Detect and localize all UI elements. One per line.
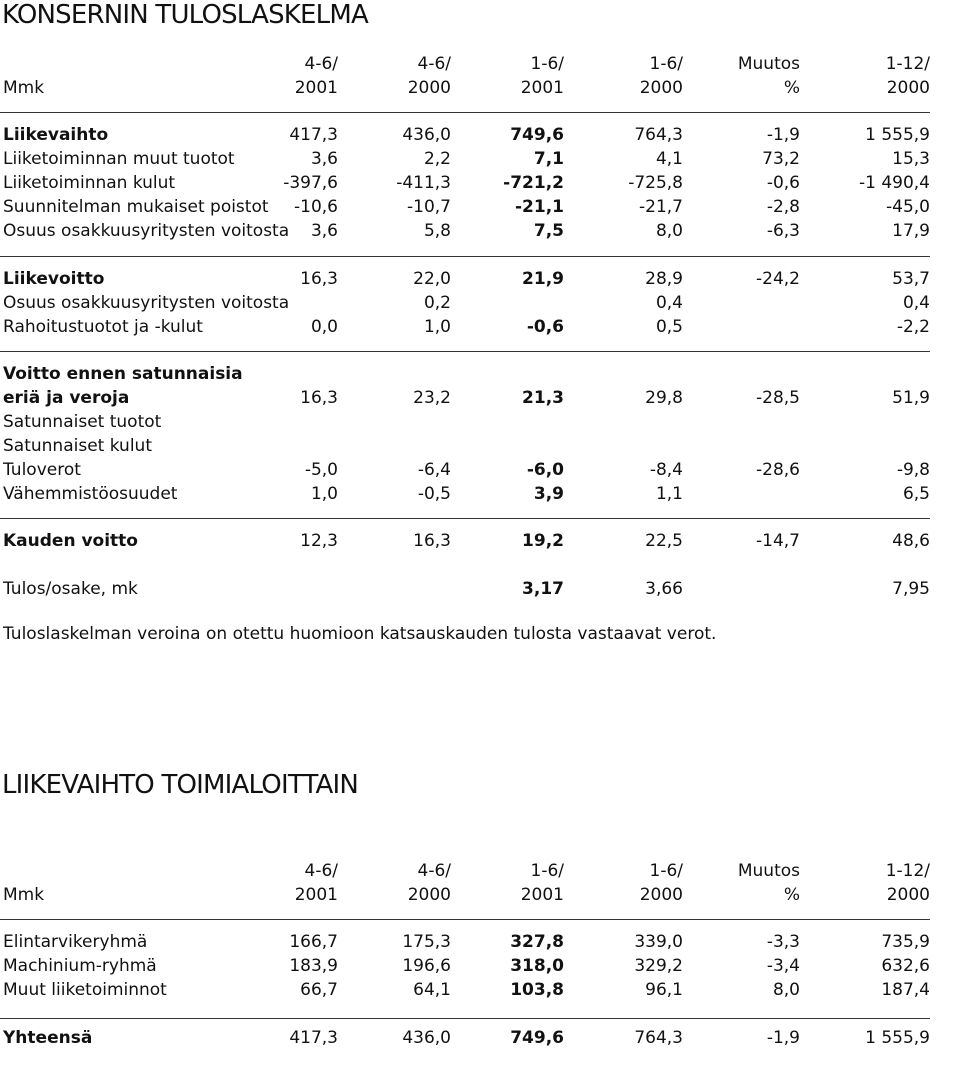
table-cell: 53,7 — [892, 269, 930, 289]
table-cell: -2,2 — [896, 317, 930, 337]
income-row — [0, 530, 930, 552]
table-cell: 8,0 — [772, 980, 800, 1000]
table-cell: 8,0 — [655, 221, 683, 241]
table-cell: -0,6 — [526, 317, 564, 337]
divider-line — [0, 112, 930, 113]
table-cell: -6,4 — [417, 460, 451, 480]
row-label: eriä ja veroja — [3, 388, 130, 408]
income-title: KONSERNIN TULOSLASKELMA — [2, 0, 368, 30]
table-cell: 764,3 — [634, 125, 683, 145]
table-cell: 183,9 — [289, 956, 338, 976]
table-cell: 73,2 — [762, 149, 800, 169]
column-header: 2000 — [639, 78, 683, 98]
division-title: LIIKEVAIHTO TOIMIALOITTAIN — [2, 770, 359, 800]
row-label: Liiketoiminnan muut tuotot — [3, 149, 235, 169]
table-cell: 21,9 — [522, 269, 564, 289]
column-header: 2000 — [886, 78, 930, 98]
division-header-row — [0, 884, 930, 906]
income-row — [0, 316, 930, 338]
column-header: 2000 — [639, 885, 683, 905]
table-cell: -2,8 — [766, 197, 800, 217]
table-cell: 1,0 — [310, 484, 338, 504]
table-cell: -5,0 — [304, 460, 338, 480]
row-label: Voitto ennen satunnaisia — [3, 364, 243, 384]
footnote: Tuloslaskelman veroina on otettu huomioon katsauskauden tulosta vastaavat verot. — [3, 624, 717, 644]
income-header-row — [0, 77, 930, 99]
table-cell: 0,4 — [902, 293, 930, 313]
column-header: % — [783, 885, 800, 905]
header-label: Mmk — [3, 78, 45, 98]
table-cell: -28,6 — [756, 460, 800, 480]
row-label: Vähemmistöosuudet — [3, 484, 178, 504]
table-cell: 64,1 — [413, 980, 451, 1000]
table-cell: -9,8 — [896, 460, 930, 480]
column-header: 2000 — [407, 78, 451, 98]
table-cell: 764,3 — [634, 1028, 683, 1048]
column-header: 1-6/ — [530, 54, 564, 74]
table-cell: -6,3 — [766, 221, 800, 241]
column-header: 4-6/ — [417, 54, 451, 74]
column-header: 2000 — [886, 885, 930, 905]
column-header: 2001 — [520, 78, 564, 98]
column-header: 4-6/ — [304, 861, 338, 881]
division-row — [0, 955, 930, 977]
table-cell: 175,3 — [402, 932, 451, 952]
table-cell: -21,7 — [639, 197, 683, 217]
column-header: 1-6/ — [530, 861, 564, 881]
table-cell: 19,2 — [522, 531, 564, 551]
table-cell: -3,4 — [766, 956, 800, 976]
row-label: Osuus osakkuusyritysten voitosta — [3, 221, 290, 241]
column-header: % — [783, 78, 800, 98]
column-header: 4-6/ — [304, 54, 338, 74]
table-cell: 16,3 — [413, 531, 451, 551]
table-cell: -6,0 — [526, 460, 564, 480]
income-row — [0, 220, 930, 242]
table-cell: 96,1 — [645, 980, 683, 1000]
table-cell: 28,9 — [645, 269, 683, 289]
header-label: Mmk — [3, 885, 45, 905]
income-row — [0, 363, 930, 385]
table-cell: 166,7 — [289, 932, 338, 952]
table-cell: -24,2 — [756, 269, 800, 289]
income-row — [0, 578, 930, 600]
column-header: 1-12/ — [885, 861, 930, 881]
table-cell: 327,8 — [510, 932, 564, 952]
table-cell: 66,7 — [300, 980, 338, 1000]
column-header: 2001 — [294, 885, 338, 905]
table-cell: 51,9 — [892, 388, 930, 408]
table-cell: 3,9 — [533, 484, 564, 504]
table-cell: 16,3 — [300, 269, 338, 289]
table-cell: 196,6 — [402, 956, 451, 976]
income-row — [0, 483, 930, 505]
table-cell: 29,8 — [645, 388, 683, 408]
column-header: 2001 — [294, 78, 338, 98]
table-cell: 329,2 — [634, 956, 683, 976]
table-cell: -10,7 — [407, 197, 451, 217]
table-cell: -1 490,4 — [858, 173, 930, 193]
income-row — [0, 292, 930, 314]
table-cell: 436,0 — [402, 125, 451, 145]
row-label: Tulos/osake, mk — [3, 579, 138, 599]
table-cell: 1,0 — [423, 317, 451, 337]
divider-line — [0, 518, 930, 519]
division-header-row — [0, 860, 930, 882]
row-label: Elintarvikeryhmä — [3, 932, 148, 952]
table-cell: 1,1 — [655, 484, 683, 504]
divider-line — [0, 1018, 930, 1019]
income-row — [0, 196, 930, 218]
table-cell: 417,3 — [289, 125, 338, 145]
income-row — [0, 411, 930, 433]
table-cell: 22,5 — [645, 531, 683, 551]
table-cell: 7,5 — [533, 221, 564, 241]
table-cell: 103,8 — [510, 980, 564, 1000]
division-row — [0, 931, 930, 953]
table-cell: 3,17 — [522, 579, 564, 599]
income-row — [0, 268, 930, 290]
table-cell: 21,3 — [522, 388, 564, 408]
row-label: Liikevaihto — [3, 125, 109, 145]
row-label: Satunnaiset tuotot — [3, 412, 162, 432]
table-cell: 0,0 — [310, 317, 338, 337]
table-cell: 749,6 — [510, 125, 564, 145]
table-cell: 1 555,9 — [865, 125, 930, 145]
table-cell: 417,3 — [289, 1028, 338, 1048]
divider-line — [0, 351, 930, 352]
row-label: Machinium-ryhmä — [3, 956, 157, 976]
table-cell: -411,3 — [396, 173, 451, 193]
income-row — [0, 459, 930, 481]
table-cell: 48,6 — [892, 531, 930, 551]
column-header: 1-6/ — [649, 861, 683, 881]
division-row — [0, 979, 930, 1001]
row-label: Suunnitelman mukaiset poistot — [3, 197, 269, 217]
table-cell: 749,6 — [510, 1028, 564, 1048]
table-cell: 2,2 — [423, 149, 451, 169]
table-cell: 6,5 — [902, 484, 930, 504]
income-row — [0, 124, 930, 146]
table-cell: 16,3 — [300, 388, 338, 408]
table-cell: -10,6 — [294, 197, 338, 217]
table-cell: 1 555,9 — [865, 1028, 930, 1048]
table-cell: 22,0 — [413, 269, 451, 289]
table-cell: -45,0 — [886, 197, 930, 217]
table-cell: 17,9 — [892, 221, 930, 241]
table-cell: -1,9 — [766, 1028, 800, 1048]
table-cell: -14,7 — [756, 531, 800, 551]
row-label: Satunnaiset kulut — [3, 436, 152, 456]
table-cell: 0,4 — [655, 293, 683, 313]
table-cell: -0,6 — [766, 173, 800, 193]
table-cell: 318,0 — [510, 956, 564, 976]
row-label: Kauden voitto — [3, 531, 138, 551]
table-cell: 23,2 — [413, 388, 451, 408]
divider-line — [0, 919, 930, 920]
division-row — [0, 1027, 930, 1049]
table-cell: -3,3 — [766, 932, 800, 952]
table-cell: -397,6 — [283, 173, 338, 193]
row-label: Liiketoiminnan kulut — [3, 173, 176, 193]
table-cell: 0,2 — [423, 293, 451, 313]
income-row — [0, 435, 930, 457]
table-cell: 3,6 — [310, 149, 338, 169]
table-cell: -1,9 — [766, 125, 800, 145]
table-cell: 4,1 — [655, 149, 683, 169]
table-cell: -0,5 — [417, 484, 451, 504]
table-cell: 7,1 — [533, 149, 564, 169]
table-cell: 0,5 — [655, 317, 683, 337]
table-cell: -8,4 — [649, 460, 683, 480]
table-cell: 735,9 — [881, 932, 930, 952]
column-header: 1-6/ — [649, 54, 683, 74]
table-cell: -725,8 — [628, 173, 683, 193]
row-label: Liikevoitto — [3, 269, 105, 289]
table-cell: 3,6 — [310, 221, 338, 241]
row-label: Rahoitustuotot ja -kulut — [3, 317, 203, 337]
divider-line — [0, 256, 930, 257]
income-row — [0, 148, 930, 170]
table-cell: 436,0 — [402, 1028, 451, 1048]
table-cell: 632,6 — [881, 956, 930, 976]
income-row — [0, 387, 930, 409]
column-header: 1-12/ — [885, 54, 930, 74]
column-header: 2000 — [407, 885, 451, 905]
column-header: Muutos — [737, 861, 800, 881]
table-cell: -721,2 — [503, 173, 564, 193]
table-cell: 3,66 — [645, 579, 683, 599]
row-label: Yhteensä — [3, 1028, 93, 1048]
row-label: Tuloverot — [3, 460, 81, 480]
column-header: 2001 — [520, 885, 564, 905]
table-cell: 12,3 — [300, 531, 338, 551]
table-cell: 187,4 — [881, 980, 930, 1000]
table-cell: -28,5 — [756, 388, 800, 408]
column-header: 4-6/ — [417, 861, 451, 881]
column-header: Muutos — [737, 54, 800, 74]
income-row — [0, 172, 930, 194]
row-label: Muut liiketoiminnot — [3, 980, 167, 1000]
table-cell: 5,8 — [423, 221, 451, 241]
table-cell: 7,95 — [892, 579, 930, 599]
income-header-row — [0, 53, 930, 75]
table-cell: 339,0 — [634, 932, 683, 952]
table-cell: 15,3 — [892, 149, 930, 169]
row-label: Osuus osakkuusyritysten voitosta — [3, 293, 290, 313]
table-cell: -21,1 — [515, 197, 564, 217]
